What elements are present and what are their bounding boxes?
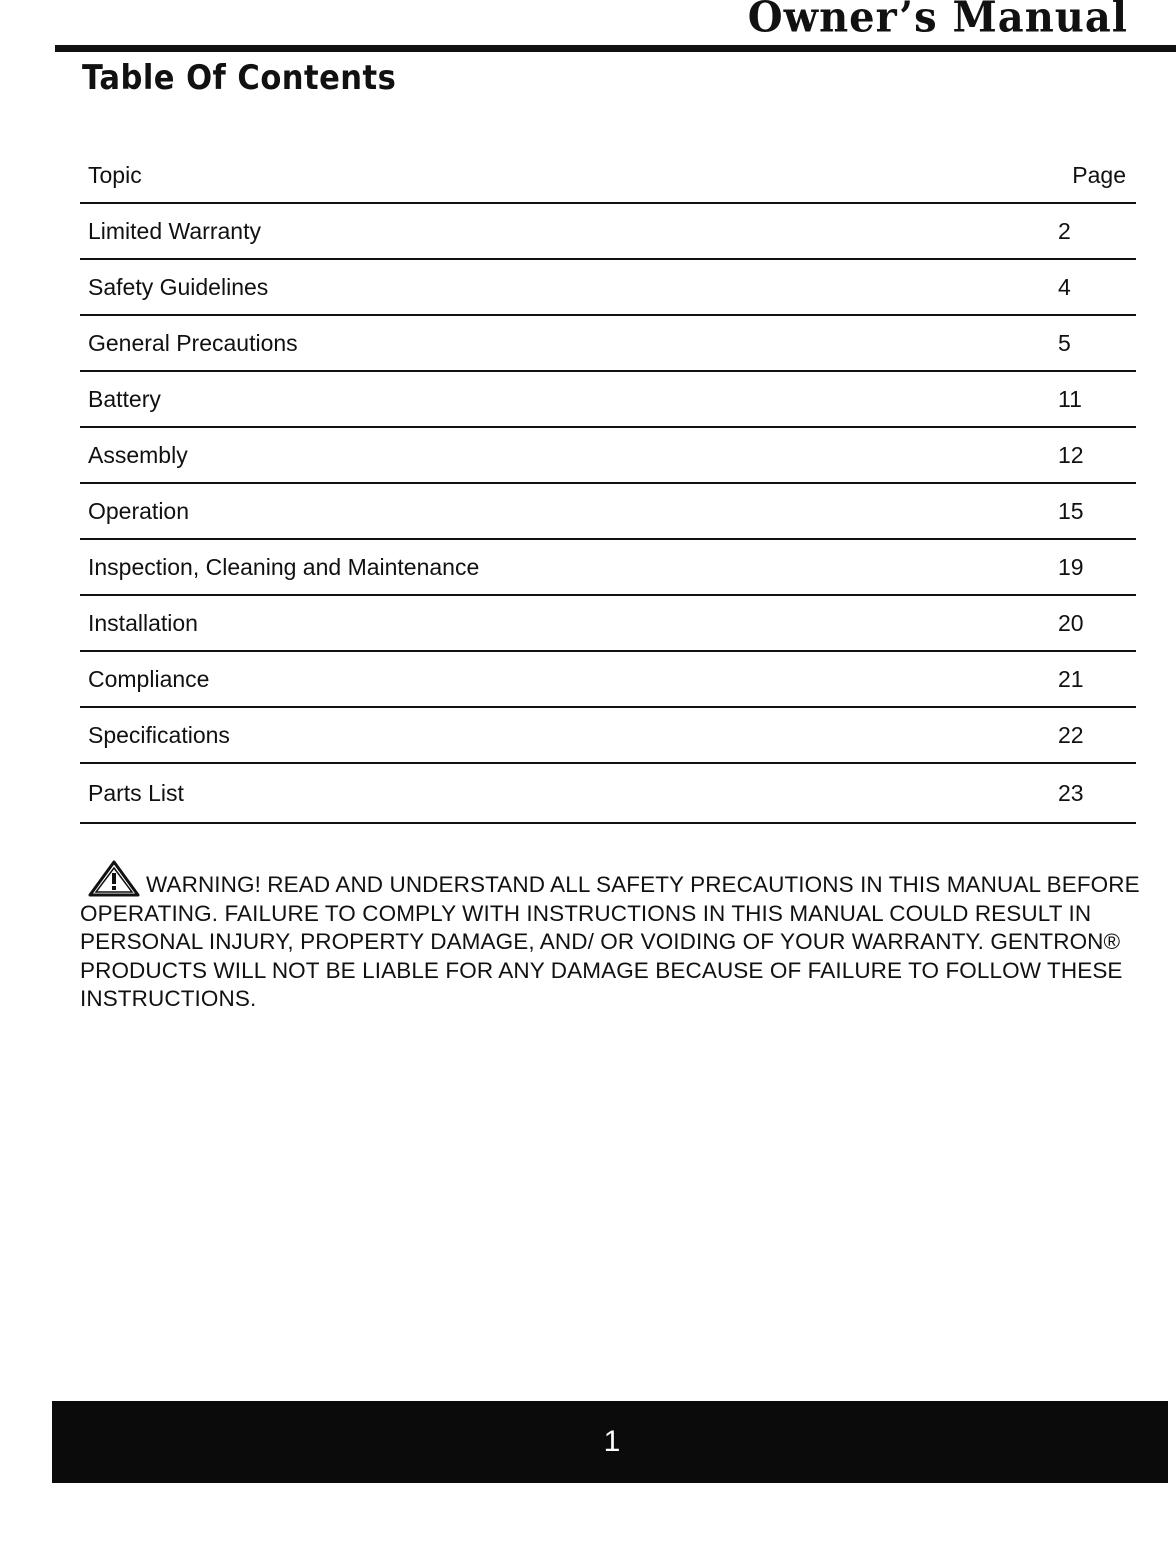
toc-page: 22: [1058, 721, 1084, 748]
toc-topic: Battery: [88, 385, 161, 412]
toc-page: 19: [1058, 553, 1084, 580]
toc-topic: Inspection, Cleaning and Maintenance: [88, 553, 480, 580]
toc-row-assembly: [80, 428, 1136, 484]
toc-page: 4: [1058, 273, 1071, 300]
document-title: Owner’s Manual: [747, 0, 1128, 43]
page-number: 1: [603, 1425, 621, 1458]
toc-row-limited-warranty: [80, 204, 1136, 260]
toc-topic: Operation: [88, 497, 190, 524]
warning-text: WARNING! READ AND UNDERSTAND ALL SAFETY PRECAUTIONS IN THIS MANUAL BEFORE OPERATING. FAILURE TO COMPLY WITH INSTRUCTIONS IN THIS MANUAL COULD RESULT IN PERSONAL INJURY, PROPERTY DAMAGE, AND/ OR VOIDING OF YOUR WARRANTY. GENTRON® PRODUCTS WILL NOT BE LIABLE FOR ANY DAMAGE BECAUSE OF FAILURE TO FOLLOW THESE INSTRUCTIONS.: [80, 872, 1140, 1011]
toc-row-specifications: [80, 708, 1136, 764]
toc-topic: Compliance: [88, 665, 210, 692]
table-of-contents: [80, 148, 1136, 824]
toc-row-inspection: [80, 540, 1136, 596]
toc-row-compliance: [80, 652, 1136, 708]
toc-row-operation: [80, 484, 1136, 540]
toc-page: 11: [1058, 385, 1082, 412]
warning-notice: [80, 860, 1150, 1014]
toc-page: 15: [1058, 497, 1084, 524]
toc-column-page: Page: [1072, 161, 1126, 188]
toc-topic: Assembly: [88, 441, 188, 468]
toc-page: 20: [1058, 609, 1084, 636]
toc-page: 21: [1058, 665, 1084, 692]
toc-topic: General Precautions: [88, 329, 298, 356]
toc-row-general-precautions: [80, 316, 1136, 372]
toc-page: 12: [1058, 441, 1084, 468]
toc-row-installation: [80, 596, 1136, 652]
toc-row-parts-list: [80, 764, 1136, 824]
toc-page: 5: [1058, 329, 1071, 356]
toc-topic: Safety Guidelines: [88, 273, 269, 300]
toc-row-safety-guidelines: [80, 260, 1136, 316]
warning-triangle-icon: [88, 860, 140, 898]
page-title: Table Of Contents: [82, 58, 397, 98]
toc-topic: Parts List: [88, 779, 184, 806]
toc-row-battery: [80, 372, 1136, 428]
toc-page: 23: [1058, 779, 1084, 806]
toc-topic: Installation: [88, 609, 198, 636]
toc-page: 2: [1058, 217, 1071, 244]
toc-header-row: [80, 148, 1136, 204]
toc-topic: Specifications: [88, 721, 230, 748]
toc-column-topic: Topic: [88, 161, 142, 188]
toc-topic: Limited Warranty: [88, 217, 261, 244]
header-rule: [55, 45, 1176, 52]
footer-bar: [52, 1401, 1168, 1483]
